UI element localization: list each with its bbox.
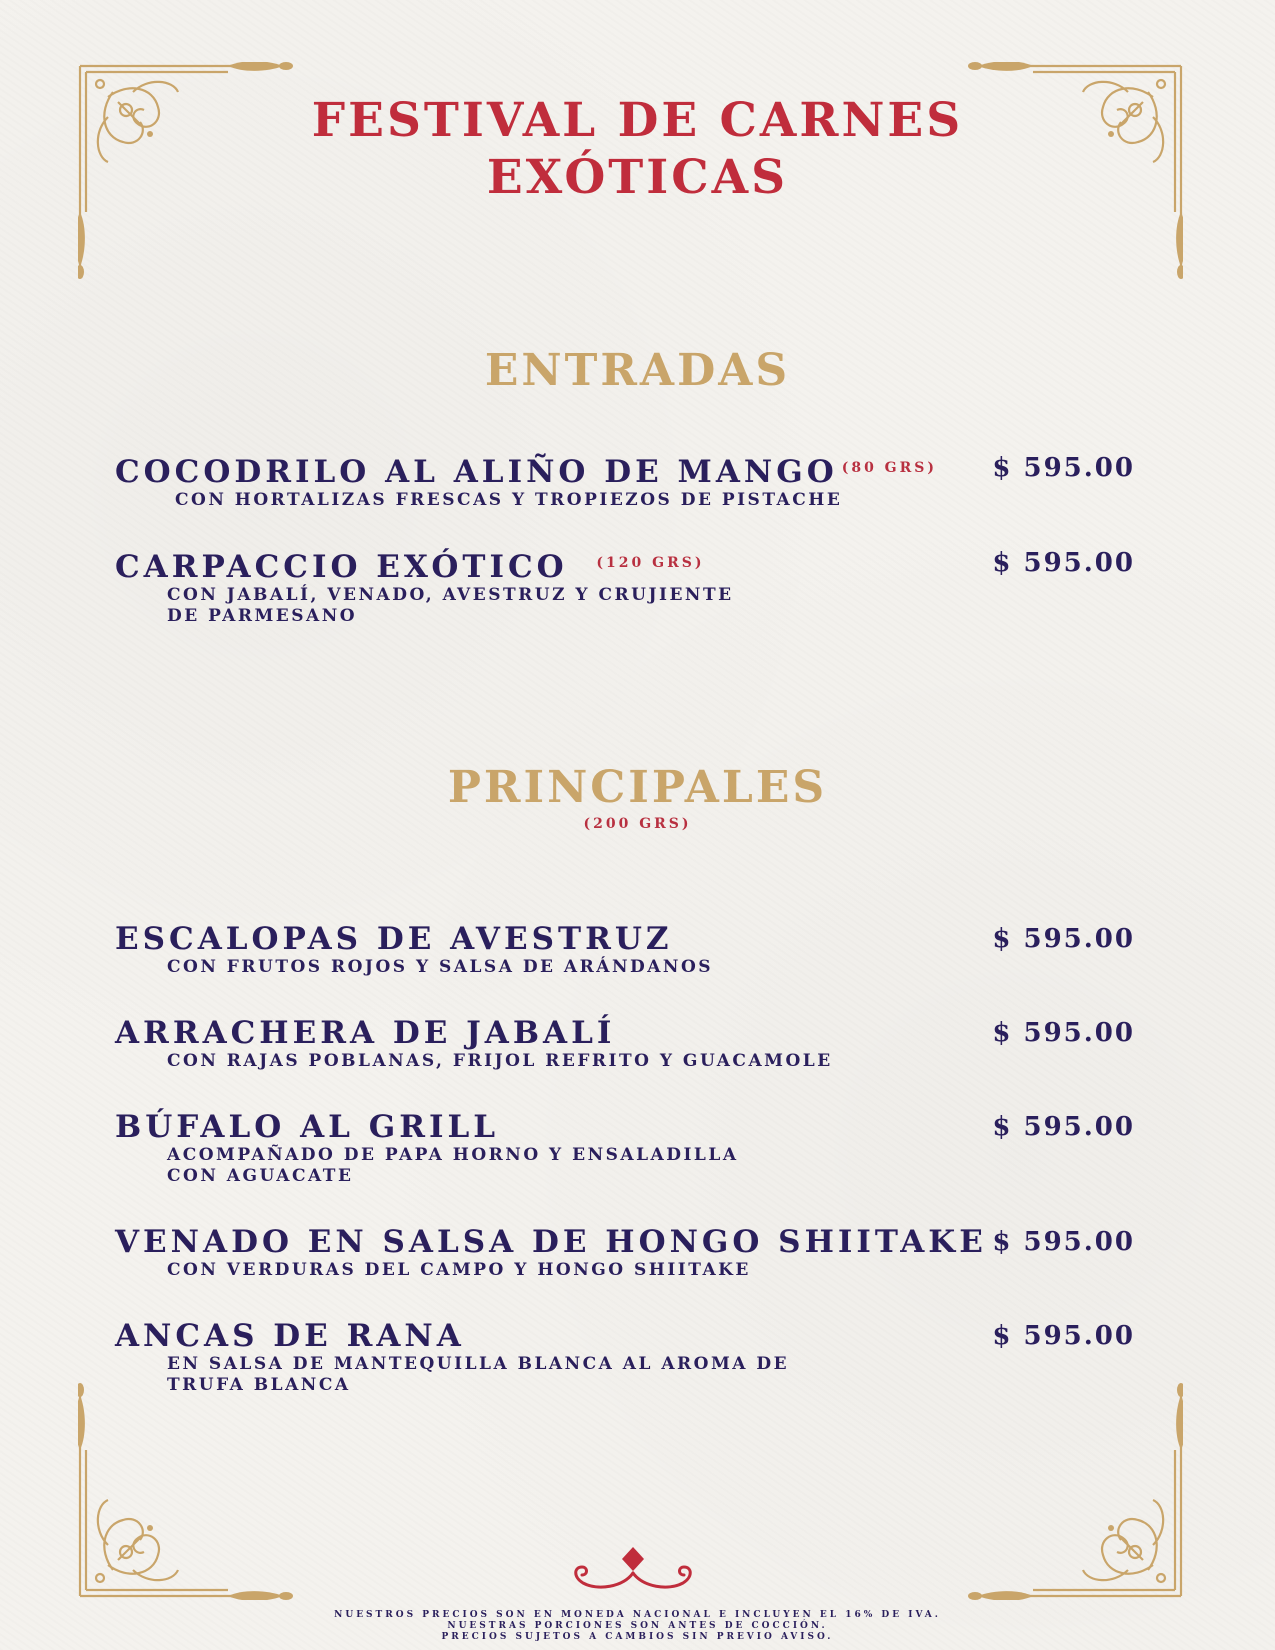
item-name: ESCALOPAS DE AVESTRUZ [115, 921, 673, 957]
item-price: $ 595.00 [992, 1112, 1135, 1142]
menu-item [115, 1109, 1135, 1187]
item-price: $ 595.00 [992, 1321, 1135, 1351]
page-title [0, 92, 1275, 206]
menu-item [115, 1224, 1135, 1281]
item-price: $ 595.00 [992, 1018, 1135, 1048]
item-price: $ 595.00 [992, 548, 1135, 578]
menu-item [115, 545, 1135, 627]
item-description: CON HORTALIZAS FRESCAS Y TROPIEZOS DE PISTACHE [175, 490, 843, 510]
item-name: ANCAS DE RANA [115, 1318, 465, 1354]
menu-item [115, 1318, 1135, 1396]
menu-item [115, 921, 1135, 978]
item-name: BÚFALO AL GRILL [115, 1109, 500, 1145]
item-name: ARRACHERA DE JABALÍ [115, 1015, 616, 1051]
item-description: CON JABALÍ, VENADO, AVESTRUZ Y CRUJIENTE DE PARMESANO [167, 585, 734, 626]
corner-ornament-bottom-left [78, 1370, 308, 1600]
section-note: (200 GRS) [583, 816, 692, 832]
footer-disclaimer [0, 1610, 1275, 1643]
item-weight: (120 GRS) [596, 555, 705, 571]
section-title-entradas: ENTRADAS [484, 345, 791, 396]
menu-item [115, 450, 1135, 511]
item-name: VENADO EN SALSA DE HONGO SHIITAKE [115, 1224, 987, 1260]
item-price: $ 595.00 [992, 924, 1135, 954]
item-price: $ 595.00 [992, 1227, 1135, 1257]
item-description: CON RAJAS POBLANAS, FRIJOL REFRITO Y GUACAMOLE [167, 1051, 833, 1071]
item-description: CON VERDURAS DEL CAMPO Y HONGO SHIITAKE [167, 1260, 751, 1280]
item-description: ACOMPAÑADO DE PAPA HORNO Y ENSALADILLA CON AGUACATE [167, 1145, 739, 1186]
item-description: EN SALSA DE MANTEQUILLA BLANCA AL AROMA DE TRUFA BLANCA [167, 1354, 790, 1395]
flourish-icon [953, 1370, 1183, 1600]
footer-line: PRECIOS SUJETOS A CAMBIOS SIN PREVIO AVISO. [441, 1632, 834, 1642]
title-line-2: EXÓTICAS [486, 150, 789, 205]
menu-item [115, 1015, 1135, 1072]
flourish-icon [78, 1370, 308, 1600]
item-name: CARPACCIO EXÓTICO [115, 549, 568, 585]
item-name: COCODRILO AL ALIÑO DE MANGO [115, 454, 838, 490]
footer-line: NUESTRAS PORCIONES SON ANTES DE COCCIÓN. [447, 1621, 828, 1631]
item-description: CON FRUTOS ROJOS Y SALSA DE ARÁNDANOS [167, 957, 714, 977]
item-weight: (80 GRS) [841, 460, 938, 476]
title-line-1: FESTIVAL DE CARNES [311, 93, 964, 148]
section-title-principales: PRINCIPALES [447, 762, 828, 813]
corner-ornament-bottom-right [953, 1370, 1183, 1600]
item-price: $ 595.00 [992, 453, 1135, 483]
footer-line: NUESTROS PRECIOS SON EN MONEDA NACIONAL E INCLUYEN EL 16% DE IVA. [334, 1610, 941, 1620]
diamond-flourish-icon [568, 1545, 698, 1593]
